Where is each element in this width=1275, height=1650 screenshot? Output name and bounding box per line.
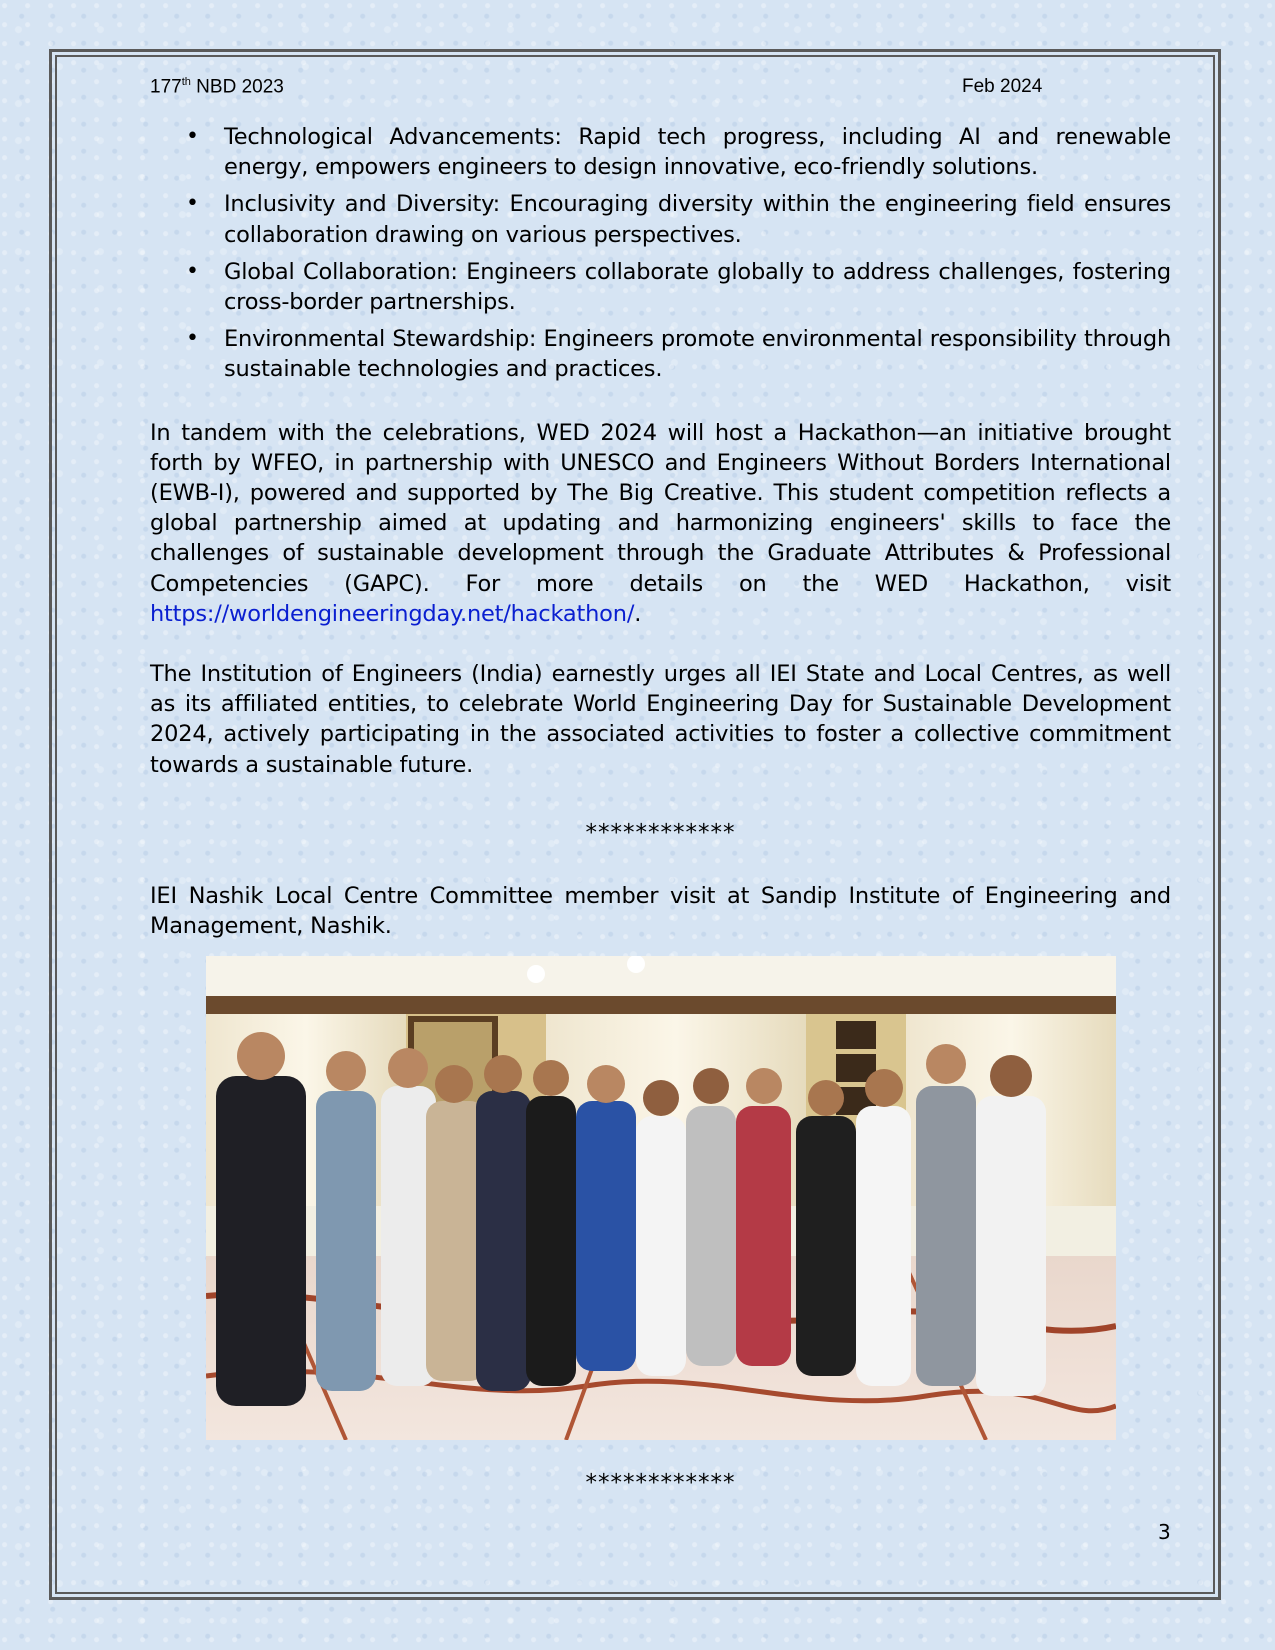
page-number: 3 xyxy=(1158,1520,1171,1544)
article-body xyxy=(150,122,1171,941)
bullet-item: • Inclusivity and Diversity: Encouraging diversity within the engineering field ensures collaboration drawing on various perspectives. xyxy=(224,189,1171,249)
iei-paragraph: The Institution of Engineers (India) earnestly urges all IEI State and Local Centres, as well as its affiliated entities, to celebrate World Engineering Day for Sustainable Development 2024, actively participating in the associated activities to foster a collective commitment towards a sustainable future. xyxy=(150,661,1171,778)
hackathon-text: In tandem with the celebrations, WED 2024 will host a Hackathon—an initiative brought forth by WFEO, in partnership with UNESCO and Engineers Without Borders International (EWB-I), powered and supported by The Big Creative. This student competition reflects a global partnership aimed at updating and harmonizing engineers' skills to face the challenges of sustainable development through the Graduate Attributes & Professional Competencies (GAPC). For more details on the WED Hackathon, visit xyxy=(150,419,1171,597)
section-separator-bottom: ************ xyxy=(585,1470,736,1496)
bullet-item: • Environmental Stewardship: Engineers promote environmental responsibility through sustainable technologies and practices. xyxy=(224,324,1171,384)
hackathon-link[interactable]: https://worldengineeringday.net/hackathon/ xyxy=(150,600,635,627)
hackathon-period: . xyxy=(634,600,642,627)
section-separator: ************ xyxy=(585,819,736,846)
issue-date: Feb 2024 xyxy=(962,76,1043,97)
issue-label xyxy=(150,76,284,98)
bullet-item: • Global Collaboration: Engineers collaborate globally to address challenges, fostering cross-border partnerships. xyxy=(224,257,1171,317)
issue-ordinal: th xyxy=(181,76,191,88)
issue-name: NBD 2023 xyxy=(190,76,284,98)
nashik-visit-paragraph: IEI Nashik Local Centre Committee member visit at Sandip Institute of Engineering and Management, Nashik. xyxy=(150,883,1171,940)
bullet-list xyxy=(150,122,1171,385)
bullet-item: • Technological Advancements: Rapid tech progress, including AI and renewable energy, empowers engineers to design innovative, eco-friendly solutions. xyxy=(224,122,1171,182)
hackathon-paragraph xyxy=(150,418,1171,629)
group-photo xyxy=(206,956,1116,1440)
issue-number: 177 xyxy=(150,76,182,98)
